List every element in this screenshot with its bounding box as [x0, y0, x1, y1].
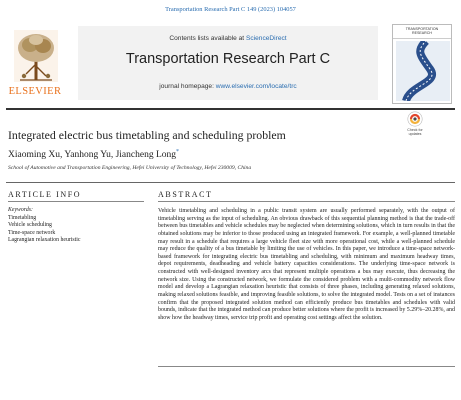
header-divider — [6, 108, 455, 110]
abstract-bottom-divider — [158, 366, 455, 367]
cover-band — [393, 25, 451, 39]
author-affiliation: School of Automotive and Transportation Engineering, Hefei University of Technology, Hefei 230009, China — [8, 165, 252, 171]
article-title: Integrated electric bus timetabling and scheduling problem — [8, 128, 286, 142]
journal-cover[interactable] — [392, 24, 452, 104]
sciencedirect-link[interactable]: ScienceDirect — [245, 35, 287, 42]
journal-header — [6, 22, 455, 104]
affiliation-divider — [6, 182, 455, 183]
journal-homepage-link[interactable]: www.elsevier.com/locate/trc — [215, 83, 297, 90]
keyword-item[interactable]: Timetabling — [8, 214, 37, 221]
contents-prefix: Contents lists available at — [169, 35, 246, 42]
journal-info-box — [78, 26, 378, 100]
check-label-line2: updates — [408, 132, 422, 136]
author-list — [8, 149, 179, 160]
citation-line[interactable]: Transportation Research Part C 149 (2023) 104057 — [165, 6, 296, 13]
keywords-label: Keywords: — [8, 207, 33, 213]
elsevier-tree-icon — [14, 30, 58, 82]
corresponding-author-mark[interactable]: * — [176, 149, 179, 155]
abstract-divider — [158, 201, 455, 202]
authors-text[interactable]: Xiaoming Xu, Yanhong Yu, Jiancheng Long — [8, 150, 176, 161]
homepage-line — [78, 83, 378, 90]
cover-title-line2: RESEARCH — [412, 31, 432, 35]
keywords-block — [8, 207, 144, 245]
abstract-heading: ABSTRACT — [158, 190, 213, 199]
cover-road-icon — [396, 41, 450, 101]
contents-line — [78, 35, 378, 42]
article-info-divider — [8, 201, 144, 202]
keyword-item[interactable]: Lagrangian relaxation heuristic — [8, 237, 81, 244]
cover-title — [393, 27, 451, 35]
journal-title[interactable]: Transportation Research Part C — [125, 51, 331, 67]
elsevier-wordmark: ELSEVIER — [8, 86, 62, 97]
article-info-heading: ARTICLE INFO — [8, 190, 82, 199]
abstract-text: Vehicle timetabling and scheduling in a public transit system are usually performed separately, with the output of timetabling serving as the input of scheduling. An obvious drawback of this sequential planning method is that the trade-off between bus timetables and vehicle schedules may be neglected when determining solutions, which in turn results in that the obtained solutions may be inferior to those produced using an integrated framework. For example, a well-planned timetable may result in a schedule that requires a large vehicle fleet size with more operational cost, while a well-planned schedule may reduce the quality of a bus timetable by limiting the use of vehicles. In this paper, we introduce a time-space network-based framework for integrating electric bus timetabling and scheduling, with minimum and maximum headway times, depot requirements, deadheading and vehicle battery capacities considerations. The underlying time-space network is constructed with well-designed inventory arcs that represent multiple operations a bus may execute, thus decreasing the network size. Using the constructed network, we formulate the considered problem with a multi-commodity network flow model and develop a Lagrangian relaxation heuristic that consists of three phases, including generating relaxed solutions, making relaxed solutions feasible, and improving feasible solutions, to solve the integrated model. Tests on a set of instances confirm that the proposed integrated solution method can efficiently produce bus timetables and schedules with valid bounds, indicate that the integrated method can produce better solutions where the profit is increased by 5.29%–20.28%, and show how the headway times, service trip profit and operating cost settings affect the solution. — [158, 208, 455, 321]
check-label-line1: Check for — [407, 128, 423, 132]
check-for-updates-label — [400, 128, 430, 136]
check-for-updates-badge[interactable] — [400, 111, 430, 145]
check-for-updates-icon — [407, 111, 423, 127]
keyword-item[interactable]: Vehicle scheduling — [8, 222, 52, 229]
cover-title-line1: TRANSPORTATION — [405, 27, 439, 31]
elsevier-logo[interactable] — [8, 30, 62, 104]
keyword-item[interactable]: Time-space network — [8, 229, 56, 236]
homepage-prefix: journal homepage: — [159, 83, 216, 90]
